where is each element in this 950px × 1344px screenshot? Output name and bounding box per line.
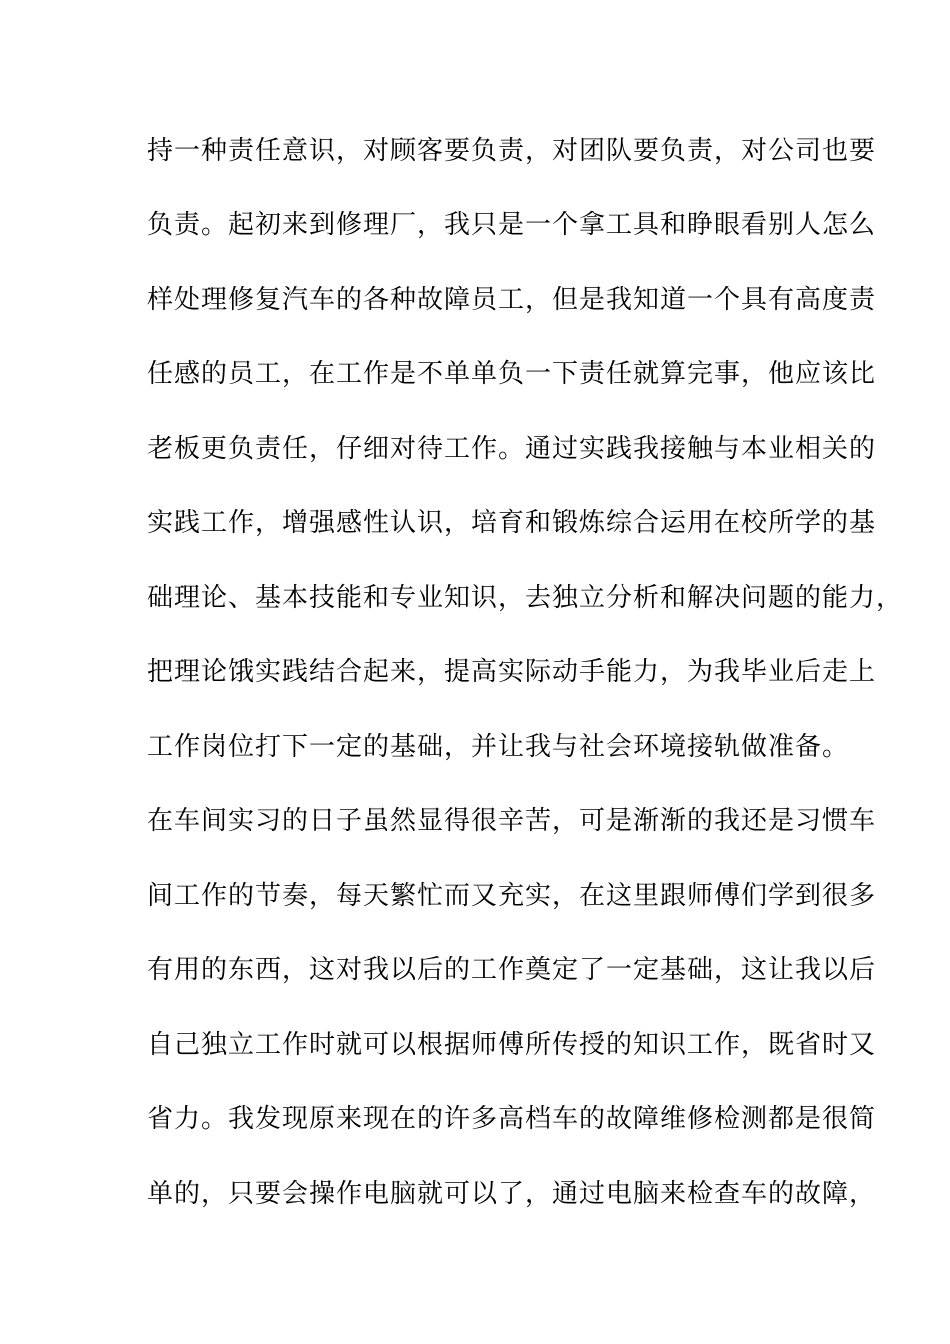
- text-line: 础理论、基本技能和专业知识，去独立分析和解决问题的能力，: [147, 583, 904, 613]
- text-line: 在车间实习的日子虽然显得很辛苦，可是渐渐的我还是习惯车: [147, 806, 877, 836]
- text-line: 实践工作，增强感性认识，培育和锻炼综合运用在校所学的基: [147, 508, 877, 538]
- text-line: 样处理修复汽车的各种故障员工，但是我知道一个具有高度责: [147, 285, 877, 315]
- text-line: 工作岗位打下一定的基础，并让我与社会环境接轨做准备。: [147, 732, 850, 762]
- text-line: 有用的东西，这对我以后的工作奠定了一定基础，这让我以后: [147, 955, 877, 985]
- text-line: 持一种责任意识，对顾客要负责，对团队要负责，对公司也要: [147, 136, 877, 166]
- text-line: 任感的员工，在工作是不单单负一下责任就算完事，他应该比: [147, 359, 877, 389]
- text-line: 自己独立工作时就可以根据师傅所传授的知识工作，既省时又: [147, 1030, 877, 1060]
- text-line: 负责。起初来到修理厂，我只是一个拿工具和睁眼看别人怎么: [147, 210, 877, 240]
- text-line: 间工作的节奏，每天繁忙而又充实，在这里跟师傅们学到很多: [147, 881, 877, 911]
- text-line: 单的，只要会操作电脑就可以了，通过电脑来检查车的故障，: [147, 1179, 877, 1209]
- text-line: 老板更负责任，仔细对待工作。通过实践我接触与本业相关的: [147, 434, 877, 464]
- text-line: 省力。我发现原来现在的许多高档车的故障维修检测都是很简: [147, 1104, 877, 1134]
- text-line: 把理论饿实践结合起来，提高实际动手能力，为我毕业后走上: [147, 657, 877, 687]
